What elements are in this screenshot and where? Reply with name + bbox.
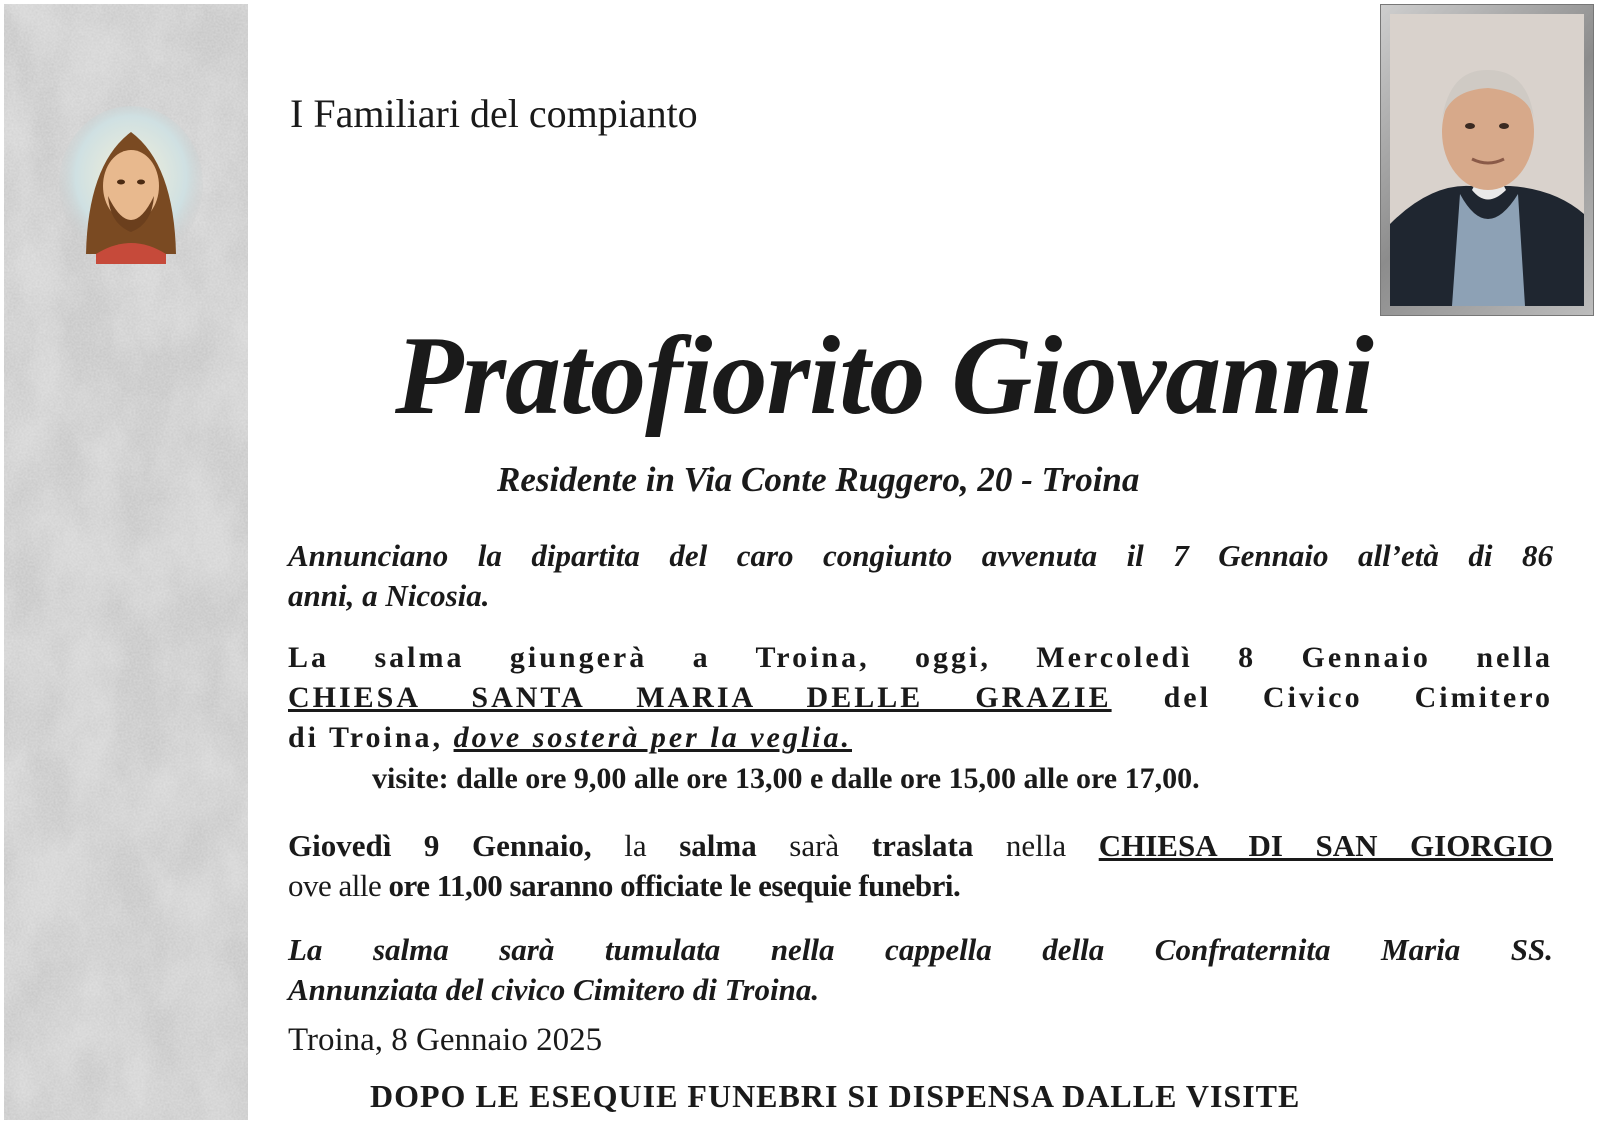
arrival-line-3-start: di Troina,	[288, 721, 454, 754]
funeral-time: ore 11,00 saranno officiate le esequie funebri.	[388, 868, 961, 903]
funeral-text-ove-alle: ove alle	[288, 868, 389, 903]
funeral-text-traslata: traslata	[871, 828, 974, 863]
vigil-note: dove sosterà per la veglia.	[453, 721, 852, 754]
place-and-date: Troina, 8 Gennaio 2025	[288, 1022, 603, 1058]
family-intro: I Familiari del compianto	[290, 91, 698, 136]
burial-line-1: La salma sarà tumulata nella cappella della Confraternita Maria SS.	[288, 932, 1553, 967]
deceased-photo	[1390, 14, 1584, 306]
marble-border	[4, 4, 248, 1120]
funeral-paragraph	[288, 826, 1553, 906]
visiting-hours: visite: dalle ore 9,00 alle ore 13,00 e dalle ore 15,00 alle ore 17,00.	[372, 762, 1200, 795]
arrival-line-2	[288, 678, 1553, 718]
burial-paragraph	[288, 930, 1553, 1010]
church-santa-maria: CHIESA SANTA MARIA DELLE GRAZIE	[288, 681, 1112, 714]
announcement-line-2: anni, a Nicosia.	[288, 578, 490, 613]
funeral-text-la: la	[591, 828, 680, 863]
arrival-line-1: La salma giungerà a Troina, oggi, Mercoledì 8 Gennaio nella	[288, 641, 1553, 674]
residence-line: Residente in Via Conte Ruggero, 20 - Troina	[497, 460, 1140, 499]
announcement-paragraph	[288, 536, 1553, 616]
funeral-text-nella: nella	[973, 828, 1099, 863]
funeral-text-salma: salma	[679, 828, 757, 863]
arrival-line-2-rest: del Civico Cimitero	[1111, 681, 1553, 714]
arrival-paragraph	[288, 638, 1553, 758]
arrival-line-3	[288, 718, 1553, 758]
announcement-line-1: Annunciano la dipartita del caro congiunto avvenuta il 7 Gennaio all’età di 86	[288, 538, 1553, 573]
burial-line-2: Annunziata del civico Cimitero di Troina.	[288, 972, 820, 1007]
deceased-name: Pratofiorito Giovanni	[395, 314, 1373, 438]
church-san-giorgio: CHIESA DI SAN GIORGIO	[1098, 828, 1554, 863]
funeral-line-1	[288, 826, 1553, 866]
funeral-line-2	[288, 866, 1553, 906]
funeral-day: Giovedì 9 Gennaio,	[288, 828, 592, 863]
funeral-text-sara: sarà	[756, 828, 872, 863]
footer-notice: DOPO LE ESEQUIE FUNEBRI SI DISPENSA DALLE VISITE	[370, 1078, 1301, 1114]
sacred-heart-image	[56, 104, 206, 264]
